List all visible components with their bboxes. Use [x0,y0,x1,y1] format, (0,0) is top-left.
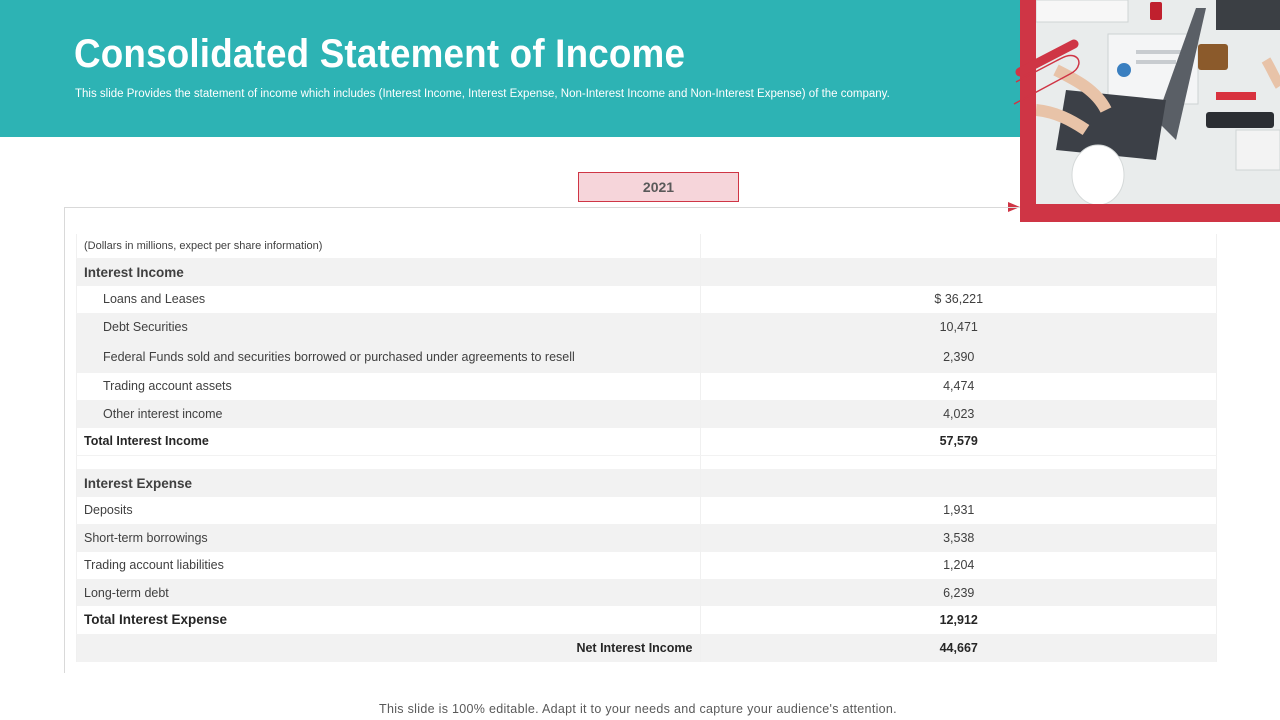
table-row [77,400,1217,428]
net-income-row [77,634,1217,662]
year-badge: 2021 [578,172,739,202]
table-row [77,579,1217,606]
row-label: Long-term debt [77,579,701,606]
row-value: 6,239 [701,579,1217,606]
table-row [77,373,1217,400]
row-label: Loans and Leases [77,286,701,313]
total-interest-expense-value: 12,912 [701,606,1217,634]
section-header-row [77,469,1217,497]
row-value: 4,474 [701,373,1217,400]
row-label: Debt Securities [77,313,701,341]
row-value: 1,931 [701,497,1217,524]
row-value: 10,471 [701,313,1217,341]
row-label: Trading account liabilities [77,552,701,579]
table-row [77,497,1217,524]
section-header-row [77,258,1217,286]
table-row [77,524,1217,552]
footer-note: This slide is 100% editable. Adapt it to your needs and capture your audience's attention. [379,702,897,716]
row-label: Deposits [77,497,701,524]
row-label: Federal Funds sold and securities borrowed or purchased under agreements to resell [77,341,701,373]
row-value: $ 36,221 [701,286,1217,313]
income-statement-table [76,234,1217,662]
paperclip-icon [1004,34,1094,114]
total-interest-expense-label: Total Interest Expense [77,606,701,634]
slide-subtitle: This slide Provides the statement of income which includes (Interest Income, Interest Expense, Non-Interest Income and Non-Interest Expense) of the company. [75,88,890,100]
slide-title: Consolidated Statement of Income [74,32,686,76]
interest-expense-heading: Interest Expense [77,469,701,497]
total-interest-income-value: 57,579 [701,428,1217,455]
net-interest-income-label: Net Interest Income [77,634,701,662]
row-label: Other interest income [77,400,701,428]
net-interest-income-value: 44,667 [701,634,1217,662]
table-row [77,313,1217,341]
interest-income-heading: Interest Income [77,258,701,286]
row-value: 4,023 [701,400,1217,428]
row-value: 1,204 [701,552,1217,579]
table-row [77,552,1217,579]
total-row [77,428,1217,455]
row-label: Trading account assets [77,373,701,400]
total-row [77,606,1217,634]
row-value: 3,538 [701,524,1217,552]
table-row [77,286,1217,313]
row-label: Short-term borrowings [77,524,701,552]
table-row [77,341,1217,373]
row-value: 2,390 [701,341,1217,373]
table-row [77,234,1217,258]
total-interest-income-label: Total Interest Income [77,428,701,455]
units-note: (Dollars in millions, expect per share information) [77,234,701,258]
spacer-row [77,455,1217,469]
